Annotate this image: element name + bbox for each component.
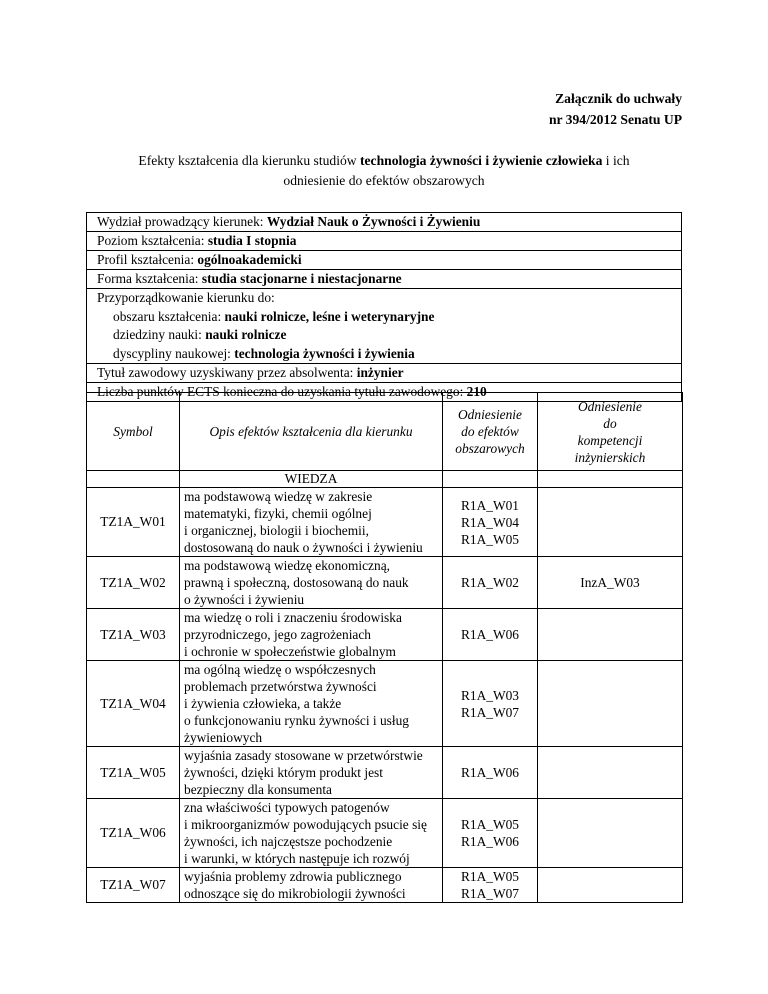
level-row: [87, 232, 681, 251]
description-line: zna właściwości typowych patogenów: [184, 800, 390, 815]
description-line: żywności, dzięki którym produkt jest: [184, 765, 383, 780]
description-line: wyjaśnia zasady stosowane w przetwórstwie: [184, 748, 423, 763]
form-value: studia stacjonarne i niestacjonarne: [201, 271, 402, 286]
outcome-eng-ref: [538, 747, 683, 799]
faculty-label: Wydział prowadzący kierunek:: [97, 214, 267, 229]
assignment-row: [87, 289, 681, 364]
area-ref-code: R1A_W07: [460, 704, 520, 720]
outcome-area-refs: [443, 799, 538, 868]
area-ref-code: R1A_W06: [460, 765, 520, 780]
header-eng-ref-line: Odniesienie: [578, 398, 642, 414]
outcome-description: [180, 661, 443, 747]
header-area-ref: [443, 393, 538, 471]
outcome-area-refs: [443, 488, 538, 557]
outcome-symbol: TZ1A_W01: [87, 488, 180, 557]
outcome-area-refs: [443, 747, 538, 799]
description-line: i organicznej, biologii i biochemii,: [184, 523, 369, 538]
description-line: i żywienia człowieka, a także: [184, 696, 342, 711]
description-line: ma podstawową wiedzę ekonomiczną,: [184, 558, 390, 573]
outcome-description: [180, 868, 443, 903]
outcome-description: [180, 747, 443, 799]
area-ref-code: R1A_W04: [460, 514, 520, 530]
level-value: studia I stopnia: [207, 233, 297, 248]
header-area-ref-line: do efektów: [461, 424, 519, 439]
domain-label: dziedziny nauki:: [113, 327, 206, 342]
area-ref-code: R1A_W02: [460, 575, 520, 590]
outcome-eng-ref: [538, 661, 683, 747]
description-line: matematyki, fizyki, chemii ogólnej: [184, 506, 372, 521]
title-row: [87, 364, 681, 383]
area-value: nauki rolnicze, leśne i weterynaryjne: [224, 308, 435, 324]
header-eng-ref: [538, 393, 683, 471]
heading-line-2: odniesienie do efektów obszarowych: [283, 173, 485, 188]
outcome-description: [180, 609, 443, 661]
outcome-symbol: TZ1A_W03: [87, 609, 180, 661]
area-ref-code: R1A_W05: [460, 869, 520, 884]
outcome-eng-ref: [538, 609, 683, 661]
description-line: i warunki, w których następuje ich rozwój: [184, 851, 410, 866]
outcome-symbol: TZ1A_W06: [87, 799, 180, 868]
outcome-description: [180, 557, 443, 609]
faculty-row: [87, 213, 681, 232]
description-line: o funkcjonowaniu rynku żywności i usług: [184, 713, 410, 728]
header-area-ref-line: obszarowych: [455, 441, 525, 456]
table-row: [87, 747, 683, 799]
description-line: dostosowaną do nauk o żywności i żywieniu: [184, 540, 423, 555]
area-ref-code: R1A_W05: [460, 817, 520, 832]
area-ref-code: R1A_W05: [460, 531, 520, 547]
table-row: [87, 557, 683, 609]
profile-value: ogólnoakademicki: [197, 252, 302, 267]
profile-row: [87, 251, 681, 270]
domain-value: nauki rolnicze: [205, 327, 287, 342]
description-line: bezpieczny dla konsumenta: [184, 782, 332, 797]
area-label: obszaru kształcenia:: [113, 308, 225, 324]
header-symbol: Symbol: [87, 393, 180, 471]
header-eng-ref-line: do: [603, 415, 617, 431]
outcome-symbol: TZ1A_W07: [87, 868, 180, 903]
document-heading: [86, 151, 682, 191]
section-title: WIEDZA: [180, 471, 443, 488]
description-line: o żywności i żywieniu: [184, 592, 305, 607]
description-line: i mikroorganizmów powodujących psucie się: [184, 817, 427, 832]
table-row: [87, 868, 683, 903]
table-row: [87, 609, 683, 661]
outcome-eng-ref: [538, 799, 683, 868]
outcome-eng-ref: [538, 488, 683, 557]
outcome-area-refs: [443, 609, 538, 661]
area-ref-code: R1A_W01: [460, 497, 520, 513]
faculty-value: Wydział Nauk o Żywności i Żywieniu: [266, 214, 481, 229]
area-ref-code: R1A_W06: [460, 627, 520, 642]
table-row: [87, 488, 683, 557]
description-line: żywieniowych: [184, 730, 263, 745]
learning-outcomes-table: [86, 392, 683, 903]
annex-line-1: Załącznik do uchwały: [555, 91, 682, 106]
table-row: [87, 799, 683, 868]
outcome-symbol: TZ1A_W02: [87, 557, 180, 609]
discipline-label: dyscypliny naukowej:: [113, 345, 235, 361]
area-ref-code: R1A_W03: [460, 687, 520, 703]
outcome-description: [180, 799, 443, 868]
area-line: [97, 308, 681, 327]
header-eng-ref-line: kompetencji: [577, 432, 643, 448]
description-line: prawną i społeczną, dostosowaną do nauk: [184, 575, 409, 590]
description-line: ma ogólną wiedzę o współczesnych: [184, 662, 376, 677]
area-ref-code: R1A_W07: [460, 886, 520, 901]
header-eng-ref-line: inżynierskich: [574, 449, 646, 465]
table-row: [87, 661, 683, 747]
annex-note: [549, 88, 682, 130]
level-label: Poziom kształcenia:: [97, 233, 208, 248]
heading-line-1: [86, 151, 682, 171]
ects-label: Liczba punktów ECTS konieczna do uzyskania tytułu zawodowego:: [97, 384, 467, 399]
discipline-line: [97, 345, 681, 364]
description-line: problemach przetwórstwa żywności: [184, 679, 377, 694]
description-line: ma podstawową wiedzę w zakresie: [184, 489, 373, 504]
outcome-area-refs: [443, 868, 538, 903]
heading-field: technologia żywności i żywienie człowieka: [360, 153, 603, 168]
profile-label: Profil kształcenia:: [97, 252, 198, 267]
area-ref-code: R1A_W06: [460, 834, 520, 849]
heading-prefix: Efekty kształcenia dla kierunku studiów: [138, 153, 360, 168]
section-spacer: [443, 471, 538, 488]
outcome-symbol: TZ1A_W05: [87, 747, 180, 799]
heading-suffix: i ich: [602, 153, 630, 168]
outcome-area-refs: [443, 557, 538, 609]
outcome-area-refs: [443, 661, 538, 747]
outcome-eng-ref: InzA_W03: [538, 557, 683, 609]
form-label: Forma kształcenia:: [97, 271, 202, 286]
section-spacer: [538, 471, 683, 488]
domain-line: [97, 326, 681, 345]
description-line: przyrodniczego, jego zagrożeniach: [184, 627, 371, 642]
table-header-row: [87, 393, 683, 471]
header-description: Opis efektów kształcenia dla kierunku: [180, 393, 443, 471]
ects-value: 210: [466, 384, 487, 399]
discipline-value: technologia żywności i żywienia: [234, 345, 415, 361]
annex-line-2: nr 394/2012 Senatu UP: [548, 112, 682, 127]
section-spacer: [87, 471, 180, 488]
outcome-description: [180, 488, 443, 557]
program-info-box: [86, 212, 682, 402]
description-line: odnoszące się do mikrobiologii żywności: [184, 886, 406, 901]
description-line: wyjaśnia problemy zdrowia publicznego: [184, 869, 402, 884]
title-label: Tytuł zawodowy uzyskiwany przez absolwenta:: [97, 365, 357, 380]
title-value: inżynier: [356, 365, 404, 380]
outcome-eng-ref: [538, 868, 683, 903]
outcome-symbol: TZ1A_W04: [87, 661, 180, 747]
description-line: żywności, ich najczęstsze pochodzenie: [184, 834, 393, 849]
section-row: [87, 471, 683, 488]
description-line: i ochronie w społeczeństwie globalnym: [184, 644, 396, 659]
header-area-ref-line: Odniesienie: [458, 407, 522, 422]
description-line: ma wiedzę o roli i znaczeniu środowiska: [184, 610, 402, 625]
form-row: [87, 270, 681, 289]
assignment-label: Przyporządkowanie kierunku do:: [97, 290, 275, 305]
